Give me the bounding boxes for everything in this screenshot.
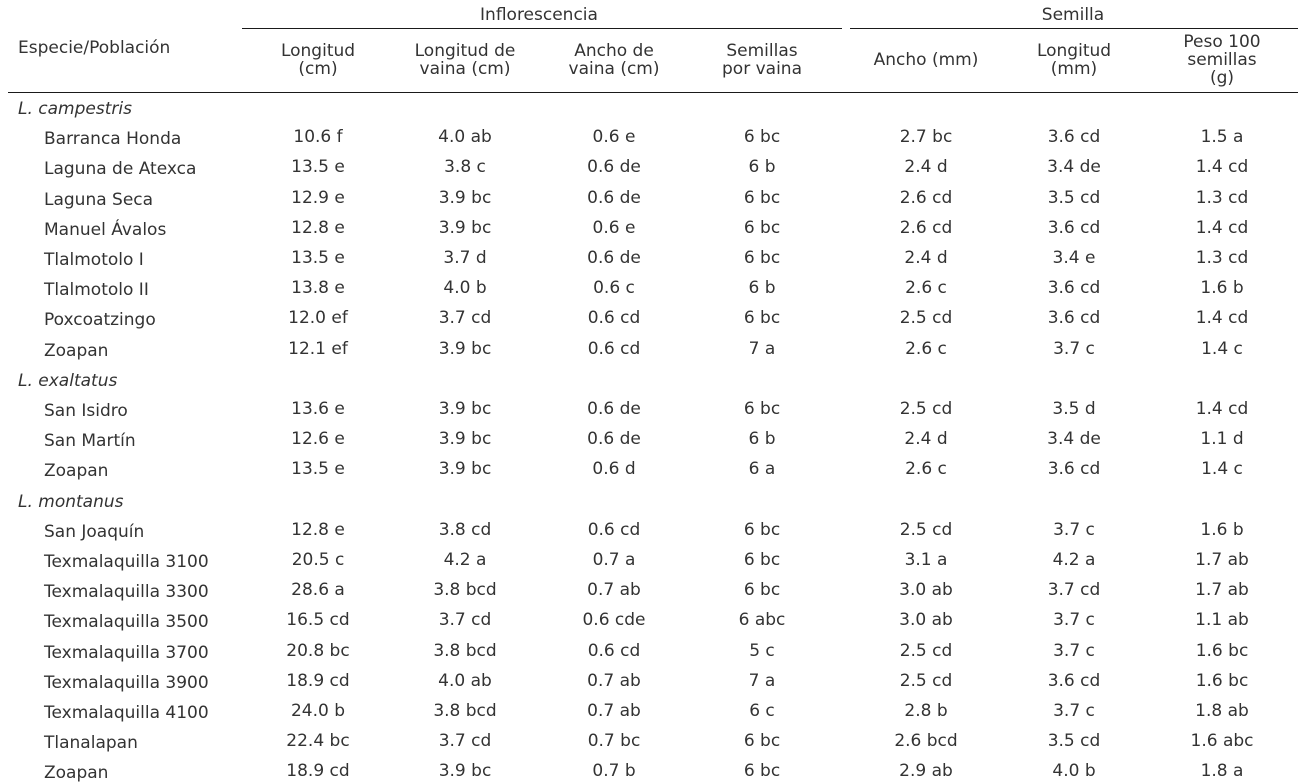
table-cell: 0.6 cde [582,610,646,631]
table-cell: 3.7 cd [438,308,492,329]
table-cell: 1.8 ab [1195,701,1249,721]
table-cell: 1.6 bc [1195,640,1249,661]
table-cell: 2.4 d [904,248,948,268]
table-cell: 3.8 c [444,157,486,178]
table-cell: 4.0 b [1052,761,1096,782]
table-cell: 3.7 c [1053,519,1095,540]
population-name: San Isidro [44,401,128,421]
group-header-inflorescencia: Inflorescencia [480,5,598,25]
table-cell: 4.0 ab [438,127,492,148]
population-name: Texmalaquilla 3700 [44,642,209,663]
table-cell: 3.7 c [1053,701,1095,721]
population-name: San Martín [44,431,136,452]
column-header-line: Semillas [726,41,798,61]
table-cell: 0.6 de [587,187,641,208]
table-cell: 0.6 e [592,127,636,148]
table-cell: 6 c [749,701,775,721]
table-cell: 2.7 bc [899,127,953,148]
table-cell: 3.9 bc [438,217,492,238]
table-cell: 4.0 ab [438,670,492,691]
table-cell: 18.9 cd [286,670,350,691]
table-cell: 2.5 cd [899,308,953,329]
population-name: Texmalaquilla 3100 [44,552,209,572]
table-cell: 18.9 cd [286,761,350,782]
table-cell: 6 bc [743,519,781,540]
table-cell: 3.8 cd [438,519,492,540]
population-name: Manuel Ávalos [44,219,167,240]
table-cell: 2.6 cd [899,217,953,238]
table-cell: 1.3 cd [1195,187,1249,208]
table-cell: 3.6 cd [1047,670,1101,691]
table-cell: 6 bc [743,399,781,419]
table-cell: 1.4 cd [1195,308,1249,329]
table-cell: 6 bc [743,308,781,329]
table-cell: 0.6 de [587,429,641,450]
table-cell: 6 b [748,157,776,178]
table-cell: 12.6 e [291,429,345,450]
table-cell: 2.5 cd [899,399,953,419]
table-cell: 12.1 ef [288,338,348,359]
column-header-line: Ancho (mm) [873,50,979,70]
species-label: L. montanus [18,491,124,512]
table-cell: 0.6 cd [587,338,641,359]
header-bottom-rule [8,92,1298,93]
table-cell: 3.7 d [443,248,487,268]
table-cell: 2.6 cd [899,187,953,208]
table-cell: 0.6 de [587,399,641,419]
table-cell: 3.6 cd [1047,278,1101,299]
table-cell: 2.6 c [905,459,947,480]
table-cell: 3.5 cd [1047,187,1101,208]
table-cell: 6 a [748,459,776,480]
table-cell: 6 bc [743,580,781,601]
table-cell: 2.5 cd [899,640,953,661]
table-cell: 3.8 bcd [433,701,497,721]
table-cell: 3.9 bc [438,338,492,359]
table-cell: 3.4 de [1047,429,1101,450]
table-cell: 3.6 cd [1047,308,1101,329]
table-cell: 4.2 a [443,550,487,570]
table-cell: 3.7 c [1053,338,1095,359]
population-name: Tlanalapan [44,733,138,754]
table-cell: 3.5 d [1052,399,1096,419]
table-cell: 3.7 cd [438,731,492,752]
table-cell: 3.9 bc [438,187,492,208]
table-cell: 1.4 cd [1195,157,1249,178]
column-header-line: (cm) [298,59,338,79]
table-cell: 3.8 bcd [433,580,497,601]
table-cell: 6 bc [743,731,781,752]
table-cell: 1.7 ab [1195,550,1249,570]
table-cell: 0.6 de [587,248,641,268]
table-cell: 16.5 cd [286,610,350,631]
column-header-line: vaina (cm) [568,59,660,79]
table-cell: 3.9 bc [438,459,492,480]
table-cell: 12.8 e [291,519,345,540]
table-cell: 3.1 a [904,550,948,570]
population-name: Poxcoatzingo [44,310,156,331]
table-cell: 20.5 c [291,550,345,570]
table-cell: 2.5 cd [899,519,953,540]
population-name: Laguna Seca [44,189,154,210]
corner-header: Especie/Población [18,38,171,58]
table-cell: 0.7 ab [587,670,641,691]
table-cell: 3.7 c [1053,610,1095,631]
table-cell: 3.9 bc [438,761,492,782]
column-header-line: Peso 100 [1183,32,1261,52]
table-cell: 3.5 cd [1047,731,1101,752]
table-cell: 6 bc [743,761,781,782]
column-header-line: Longitud [1036,41,1112,61]
table-cell: 3.7 cd [1047,580,1101,601]
table-cell: 1.4 cd [1195,399,1249,419]
table-cell: 1.4 c [1201,338,1243,359]
table-cell: 13.6 e [291,399,345,419]
table-cell: 3.6 cd [1047,459,1101,480]
table-cell: 6 abc [738,610,786,631]
table-cell: 20.8 bc [286,640,350,661]
table-cell: 0.6 d [592,459,636,480]
table-cell: 13.5 e [291,157,345,178]
column-header-line: semillas [1187,50,1257,70]
table-cell: 3.9 bc [438,399,492,419]
population-name: Texmalaquilla 4100 [44,703,209,723]
table-cell: 6 bc [743,550,781,570]
table-cell: 5 c [749,640,775,661]
table-cell: 0.6 cd [587,640,641,661]
table-cell: 6 b [748,278,776,299]
table-cell: 1.4 cd [1195,217,1249,238]
table-cell: 6 bc [743,217,781,238]
table-cell: 3.7 cd [438,610,492,631]
table-cell: 1.1 d [1200,429,1244,450]
species-label: L. campestris [18,99,132,119]
table-cell: 1.6 b [1200,278,1244,299]
table-cell: 1.6 abc [1190,731,1254,752]
table-cell: 12.0 ef [288,308,348,329]
population-name: Texmalaquilla 3900 [44,672,209,693]
table-cell: 2.6 bcd [894,731,958,752]
table-cell: 4.0 b [443,278,487,299]
table-cell: 1.7 ab [1195,580,1249,601]
table-cell: 28.6 a [291,580,345,601]
table-cell: 2.4 d [904,429,948,450]
table-cell: 2.5 cd [899,670,953,691]
table-cell: 3.9 bc [438,429,492,450]
table-cell: 6 bc [743,127,781,148]
column-header-line: vaina (cm) [419,59,511,79]
table-cell: 6 b [748,429,776,450]
group-header-semilla: Semilla [1041,5,1105,25]
population-name: Zoapan [44,461,109,482]
table-cell: 3.6 cd [1047,217,1101,238]
table-cell: 2.6 c [905,278,947,299]
table-cell: 4.2 a [1052,550,1096,570]
column-header-line: (g) [1209,68,1235,88]
table-cell: 0.7 a [592,550,636,570]
table-cell: 1.6 b [1200,519,1244,540]
table-cell: 2.9 ab [899,761,953,782]
column-header-line: por vaina [722,59,802,79]
population-name: Zoapan [44,763,109,783]
table-cell: 3.6 cd [1047,127,1101,148]
column-header-line: Longitud [280,41,356,61]
table-cell: 0.6 e [592,217,636,238]
table-cell: 1.5 a [1200,127,1244,148]
table-cell: 12.9 e [291,187,345,208]
top-rule-inflorescencia [242,28,842,29]
population-name: Zoapan [44,340,109,361]
population-name: Barranca Honda [44,129,182,150]
top-rule-semilla [850,28,1298,29]
table-cell: 3.4 e [1052,248,1096,268]
table-cell: 1.4 c [1201,459,1243,480]
table-cell: 6 bc [743,187,781,208]
table-cell: 22.4 bc [286,731,350,752]
table-cell: 24.0 b [290,701,346,721]
table-cell: 1.8 a [1200,761,1244,782]
table-cell: 2.6 c [905,338,947,359]
table-cell: 7 a [748,670,776,691]
table-cell: 0.7 bc [587,731,641,752]
table-cell: 3.7 c [1053,640,1095,661]
table-cell: 3.4 de [1047,157,1101,178]
table-cell: 0.7 ab [587,701,641,721]
species-label: L. exaltatus [18,370,118,391]
population-name: Texmalaquilla 3500 [44,612,209,633]
population-name: Laguna de Atexca [44,159,197,180]
table-cell: 0.6 c [593,278,635,299]
population-name: Tlalmotolo I [44,250,144,270]
table-cell: 3.0 ab [899,610,953,631]
table-cell: 3.0 ab [899,580,953,601]
table-cell: 0.6 cd [587,308,641,329]
table-cell: 2.4 d [904,157,948,178]
table-cell: 13.8 e [291,278,345,299]
table-cell: 12.8 e [291,217,345,238]
table-cell: 10.6 f [293,127,343,148]
column-header-line: Ancho de [574,41,654,61]
table-cell: 3.8 bcd [433,640,497,661]
table-cell: 1.6 bc [1195,670,1249,691]
table-cell: 13.5 e [291,248,345,268]
column-header-line: Longitud de [414,41,516,61]
table-cell: 1.3 cd [1195,248,1249,268]
population-name: Texmalaquilla 3300 [44,582,209,603]
table-cell: 7 a [748,338,776,359]
column-header-line: (mm) [1050,59,1098,79]
table-cell: 0.7 ab [587,580,641,601]
table-cell: 13.5 e [291,459,345,480]
table-cell: 0.6 cd [587,519,641,540]
population-name: Tlalmotolo II [44,280,149,301]
table-cell: 2.8 b [904,701,948,721]
table-cell: 1.1 ab [1195,610,1249,631]
population-name: San Joaquín [44,521,145,542]
table-cell: 0.6 de [587,157,641,178]
table-cell: 6 bc [743,248,781,268]
table-cell: 0.7 b [592,761,636,782]
